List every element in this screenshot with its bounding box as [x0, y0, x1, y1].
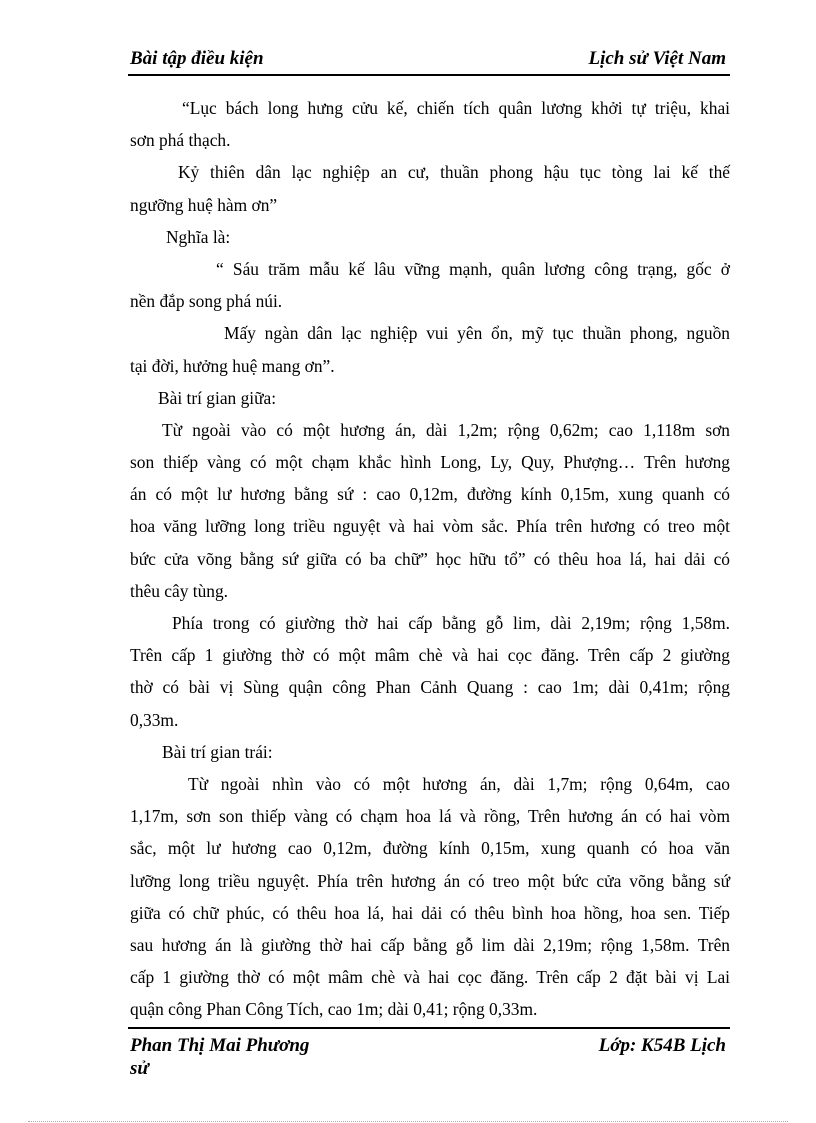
text-line: 1,17m, sơn son thiếp vàng có chạm hoa lá và rồng, Trên hương án có hai vòm	[130, 806, 730, 827]
text-line: Từ ngoài nhìn vào có một hương án, dài 1,7m; rộng 0,64m, cao	[188, 773, 730, 794]
text-line: Phía trong có giường thờ hai cấp bằng gỗ lim, dài 2,19m; rộng 1,58m.	[172, 613, 730, 633]
header-left-title: Bài tập điều kiện	[130, 48, 264, 69]
text-line: ngưỡng huệ hàm ơn”	[130, 194, 278, 215]
page-footer	[128, 1027, 730, 1079]
text-line: son thiếp vàng có một chạm khắc hình Long, Ly, Quy, Phượng… Trên hương	[130, 452, 730, 473]
text-line: thờ có bài vị Sùng quận công Phan Cảnh Quang : cao 1m; dài 0,41m; rộng	[130, 677, 730, 698]
header-right-title: Lịch sử Việt Nam	[588, 48, 726, 69]
text-line: Nghĩa là:	[166, 226, 231, 247]
document-body	[130, 92, 730, 1025]
text-line: Bài trí gian giữa:	[158, 387, 277, 408]
text-line: thêu cây tùng.	[130, 580, 229, 601]
text-line: Bài trí gian trái:	[162, 741, 273, 762]
page-edge-divider	[28, 1121, 788, 1122]
page-header	[128, 48, 730, 76]
text-line: Trên cấp 1 giường thờ có một mâm chè và hai cọc đăng. Trên cấp 2 giường	[130, 645, 730, 666]
text-line: quận công Phan Công Tích, cao 1m; dài 0,41; rộng 0,33m.	[130, 999, 538, 1020]
text-line: tại đời, hưởng huệ mang ơn”.	[130, 355, 335, 376]
text-line: Mấy ngàn dân lạc nghiệp vui yên ổn, mỹ tục thuần phong, nguồn	[224, 323, 730, 344]
footer-class: Lớp: K54B Lịch	[598, 1035, 726, 1056]
text-line: hoa văng lưỡng long triều nguyệt và hai vòm sắc. Phía trên hương có treo một	[130, 516, 730, 537]
text-line: bức cửa võng bằng sứ giữa có ba chữ” học hữu tổ” có thêu hoa lá, hai dải có	[130, 548, 730, 569]
text-line: lưỡng long triều nguyệt. Phía trên hương án có treo một bức cửa võng bằng sứ	[130, 870, 730, 891]
text-line: Kỷ thiên dân lạc nghiệp an cư, thuần phong hậu tục tòng lai kế thế	[178, 162, 730, 183]
text-line: 0,33m.	[130, 709, 179, 730]
text-line: nền đắp song phá núi.	[130, 291, 283, 312]
text-line: cấp 1 giường thờ có một mâm chè và hai cọc đăng. Trên cấp 2 đặt bài vị Lai	[130, 967, 730, 988]
text-line: giữa có chữ phúc, có thêu hoa lá, hai dải có thêu bình hoa hồng, hoa sen. Tiếp	[130, 902, 730, 923]
text-line: án có một lư hương bằng sứ : cao 0,12m, đường kính 0,15m, xung quanh có	[130, 484, 730, 505]
text-line: sơn phá thạch.	[130, 130, 231, 151]
text-line: sắc, một lư hương cao 0,12m, đường kính 0,15m, xung quanh có hoa văn	[130, 838, 730, 859]
footer-author: Phan Thị Mai Phương sử	[130, 1035, 310, 1079]
text-line: sau hương án là giường thờ hai cấp bằng gỗ lim dài 2,19m; rộng 1,58m. Trên	[130, 934, 730, 955]
text-line: Từ ngoài vào có một hương án, dài 1,2m; rộng 0,62m; cao 1,118m sơn	[162, 419, 730, 440]
text-line: “Lục bách long hưng cửu kế, chiến tích quân lương khởi tự triệu, khai	[182, 98, 730, 118]
text-line: “ Sáu trăm mẫu kế lâu vững mạnh, quân lương công trạng, gốc ở	[216, 258, 730, 279]
